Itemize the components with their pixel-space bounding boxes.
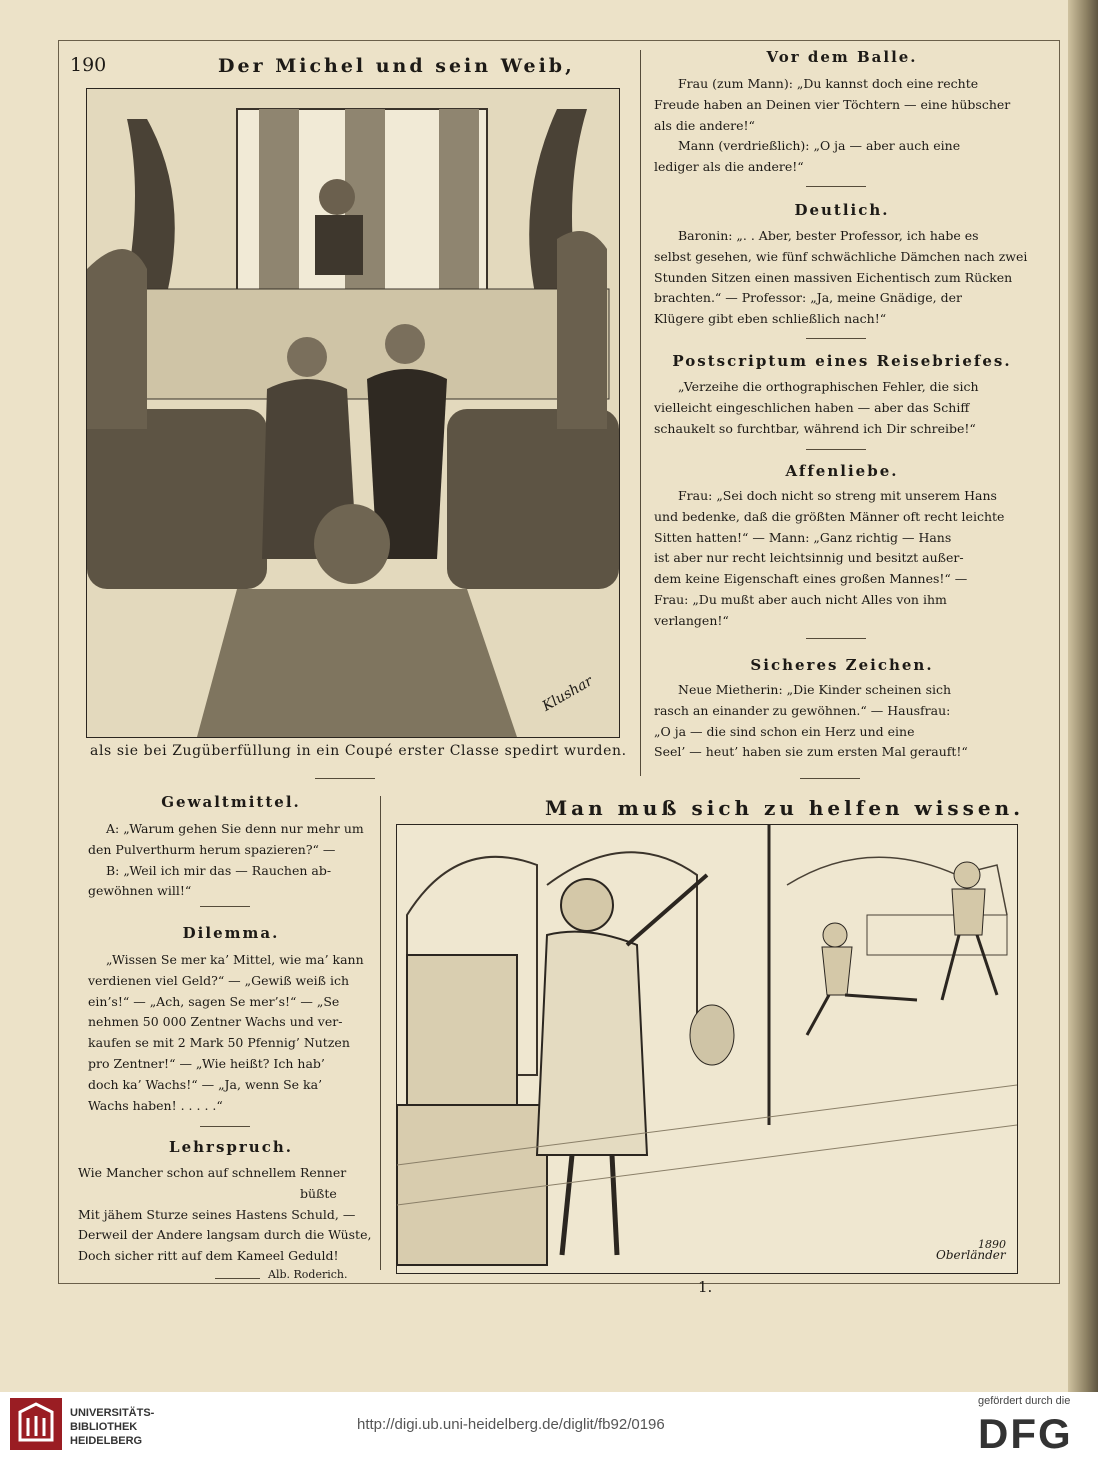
dfg-logo: DFG	[978, 1410, 1073, 1457]
cartoon-year: 1890	[978, 1238, 1006, 1251]
cartoon-panel-illustration	[396, 824, 1018, 1274]
text-line: Baronin: „. . Aber, bester Professor, ich habe es	[678, 228, 979, 243]
verse-line: Derweil der Andere langsam durch die Wüste,	[78, 1227, 372, 1243]
article-body-gewaltmittel	[88, 819, 370, 902]
library-footer	[0, 1392, 1098, 1469]
text-line: vielleicht eingeschlichen haben — aber das Schiff	[654, 399, 970, 415]
text-line: kaufen se mit 2 Mark 50 Pfennig’ Nutzen	[88, 1035, 350, 1051]
text-line: Mann (verdrießlich): „O ja — aber auch eine	[678, 138, 961, 154]
text-line: Neue Mietherin: „Die Kinder scheinen sich	[678, 682, 952, 697]
text-line: Seel’ — heut’ haben sie zum ersten Mal gerauft!“	[654, 744, 968, 760]
article-heading-gewaltmittel: Gewaltmittel.	[161, 793, 301, 811]
text-line: doch ka’ Wachs!“ — „Ja, wenn Se ka’	[88, 1076, 323, 1092]
text-line: B: „Weil ich mir das — Rauchen ab-	[106, 862, 332, 878]
text-line: „Wissen Se mer ka’ Mittel, wie ma’ kann	[106, 952, 364, 967]
cartoon-panel-number: 1.	[698, 1278, 713, 1296]
text-line: lediger als die andere!“	[654, 159, 804, 175]
text-line: nehmen 50 000 Zentner Wachs und ver-	[88, 1014, 343, 1030]
text-line: „Verzeihe die orthographischen Fehler, die sich	[678, 379, 979, 394]
text-line: verdienen viel Geld?“ — „Gewiß weiß ich	[88, 972, 349, 988]
illustrator-signature: Klushar	[539, 673, 596, 715]
article-heading-lehrspruch: Lehrspruch.	[169, 1138, 293, 1156]
text-line: rasch an einander zu gewöhnen.“ — Hausfrau:	[654, 702, 951, 718]
article-heading-dilemma: Dilemma.	[182, 924, 280, 942]
article-heading-sicheres-zeichen: Sicheres Zeichen.	[750, 656, 934, 674]
text-line: brachten.“ — Professor: „Ja, meine Gnädige, der	[654, 290, 962, 306]
article-heading-affenliebe: Affenliebe.	[785, 462, 899, 480]
text-line: dem keine Eigenschaft eines großen Mannes!“ —	[654, 571, 968, 587]
article-body-postscriptum	[654, 377, 1016, 439]
book-spine-shadow	[1068, 0, 1098, 1392]
text-line: Wachs haben! . . . . .“	[88, 1097, 223, 1113]
separator-rule	[806, 449, 866, 450]
verse-line: Wie Mancher schon auf schnellem Renner	[78, 1165, 347, 1180]
article-body-vor-dem-balle	[654, 74, 1016, 178]
university-library-logo-icon	[10, 1398, 62, 1450]
text-line: schaukelt so furchtbar, während ich Dir schreibe!“	[654, 420, 976, 436]
text-line: Freude haben an Deinen vier Töchtern — eine hübscher	[654, 96, 1011, 112]
separator-rule	[806, 638, 866, 639]
separator-rule	[806, 186, 866, 187]
article-body-dilemma	[88, 950, 370, 1116]
article-body-deutlich	[654, 226, 1028, 330]
text-line: A: „Warum gehen Sie denn nur mehr um	[106, 821, 364, 836]
verse-line: Mit jähem Sturze seines Hastens Schuld, —	[78, 1206, 356, 1222]
permalink-url[interactable]: http://digi.ub.uni-heidelberg.de/diglit/fb92/0196	[357, 1416, 665, 1433]
text-line: ist aber nur recht leichtsinnig und besitzt außer-	[654, 550, 964, 566]
text-line: verlangen!“	[654, 612, 729, 628]
article-body-lehrspruch	[78, 1163, 370, 1267]
text-line: den Pulverthurm herum spazieren?“ —	[88, 841, 336, 857]
text-line: Frau: „Sei doch nicht so streng mit unserem Hans	[678, 488, 997, 503]
separator-rule	[200, 906, 250, 907]
verse-line: büßte	[300, 1185, 337, 1201]
separator-rule	[806, 338, 866, 339]
article-body-sicheres-zeichen	[654, 680, 1016, 763]
funding-note: gefördert durch die	[978, 1395, 1071, 1407]
text-line: gewöhnen will!“	[88, 883, 192, 899]
text-line: pro Zentner!“ — „Wie heißt? Ich hab’	[88, 1055, 325, 1071]
separator-rule	[800, 778, 860, 779]
page-number: 190	[70, 54, 107, 76]
bottom-illustration-title: Man muß sich zu helfen wissen.	[545, 796, 1025, 820]
separator-rule	[200, 1126, 250, 1127]
top-illustration-caption: als sie bei Zugüberfüllung in ein Coupé erster Classe spedirt wurden.	[90, 743, 627, 759]
cartoon-drawing	[397, 825, 1017, 1273]
library-name-line1: UNIVERSITÄTS-	[70, 1407, 155, 1419]
article-body-affenliebe	[654, 486, 1016, 632]
column-separator	[380, 796, 381, 1270]
library-name-line2: BIBLIOTHEK	[70, 1421, 138, 1433]
separator-rule	[315, 778, 375, 779]
text-line: Sitten hatten!“ — Mann: „Ganz richtig — Hans	[654, 529, 952, 545]
text-line: selbst gesehen, wie fünf schwächliche Dämchen nach zwei	[654, 248, 1028, 264]
text-line: Stunden Sitzen einen massiven Eichentisch zum Rücken	[654, 269, 1013, 285]
separator-rule	[215, 1278, 260, 1279]
library-name-line3: HEIDELBERG	[70, 1435, 143, 1447]
article-heading-deutlich: Deutlich.	[794, 201, 890, 219]
poem-author: Alb. Roderich.	[268, 1268, 348, 1281]
cartoon-signature: Oberländer	[936, 1248, 1006, 1262]
text-line: als die andere!“	[654, 117, 755, 133]
article-heading-vor-dem-balle: Vor dem Balle.	[766, 48, 918, 66]
text-line: Frau: „Du mußt aber auch nicht Alles von ihm	[654, 591, 947, 607]
text-line: „O ja — die sind schon ein Herz und eine	[654, 723, 915, 739]
text-line: Frau (zum Mann): „Du kannst doch eine rechte	[678, 76, 979, 91]
column-separator	[640, 50, 641, 776]
top-illustration-title: Der Michel und sein Weib,	[218, 55, 575, 77]
text-line: und bedenke, daß die größten Männer oft recht leichte	[654, 508, 1005, 524]
text-line: ein’s!“ — „Ach, sagen Se mer’s!“ — „Se	[88, 993, 340, 1009]
verse-line: Doch sicher ritt auf dem Kameel Geduld!	[78, 1248, 339, 1264]
train-compartment-drawing	[87, 89, 619, 737]
train-compartment-illustration	[86, 88, 620, 738]
article-heading-postscriptum: Postscriptum eines Reisebriefes.	[672, 352, 1012, 370]
text-line: Klügere gibt eben schließlich nach!“	[654, 311, 887, 327]
